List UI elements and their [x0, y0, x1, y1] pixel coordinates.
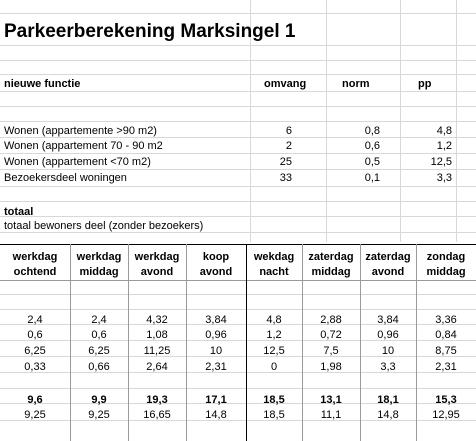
time-header-line1: zaterdag [365, 251, 411, 263]
time-total-sub: 9,25 [88, 409, 110, 421]
time-total-sub: 11,1 [320, 409, 342, 421]
time-header-line2: ochtend [13, 266, 57, 278]
function-label: Wonen (appartement 70 - 90 m2 [4, 140, 163, 152]
time-value: 1,98 [320, 361, 342, 373]
time-total-sub: 14,8 [205, 409, 227, 421]
time-value: 4,32 [146, 314, 168, 326]
grid-line [0, 309, 476, 310]
time-header-line1: wekdag [253, 251, 295, 263]
time-value: 0,96 [377, 329, 399, 341]
time-total: 9,9 [91, 394, 107, 406]
time-total-sub: 12,95 [432, 409, 460, 421]
time-value: 0,84 [435, 329, 457, 341]
omvang-value: 33 [279, 172, 292, 184]
time-value: 3,84 [377, 314, 399, 326]
grid-line [0, 169, 476, 170]
grid-line [400, 0, 401, 242]
column-header-omvang: omvang [264, 78, 307, 90]
grid-line [0, 91, 476, 92]
totaal-label: totaal [4, 206, 34, 218]
grid-line [0, 13, 476, 14]
time-value: 2,88 [320, 314, 342, 326]
time-value: 3,3 [380, 361, 396, 373]
time-value: 2,31 [435, 361, 457, 373]
time-value: 11,25 [143, 345, 171, 357]
time-value: 1,08 [146, 329, 168, 341]
time-value: 0,96 [205, 329, 227, 341]
time-total: 13,1 [320, 394, 342, 406]
time-value: 4,8 [266, 314, 282, 326]
time-header-line2: avond [140, 266, 174, 278]
time-value: 0,72 [320, 329, 342, 341]
time-value: 0 [270, 361, 278, 373]
function-label: Wonen (appartement <70 m2) [4, 156, 151, 168]
column-header-function: nieuwe functie [4, 78, 81, 90]
grid-line [0, 45, 476, 46]
pp-value: 12,5 [430, 156, 452, 168]
time-total-sub: 16,65 [143, 409, 171, 421]
time-value: 6,25 [24, 345, 46, 357]
norm-value: 0,8 [364, 125, 380, 137]
time-header-line1: zaterdag [308, 251, 354, 263]
norm-value: 0,6 [364, 140, 380, 152]
time-header-line2: avond [199, 266, 233, 278]
time-value: 10 [209, 345, 223, 357]
time-value: 0,66 [88, 361, 110, 373]
omvang-value: 25 [279, 156, 292, 168]
grid-line [0, 74, 476, 75]
time-total: 19,3 [146, 394, 168, 406]
norm-value: 0,5 [364, 156, 380, 168]
grid-line [0, 153, 476, 154]
time-value: 8,75 [435, 345, 457, 357]
grid-line [0, 201, 476, 202]
time-value: 3,36 [435, 314, 457, 326]
grid-line [0, 294, 476, 295]
grid-line [0, 186, 476, 187]
time-value: 12,5 [263, 345, 285, 357]
time-header-line2: middag [311, 266, 351, 278]
time-total: 18,5 [263, 394, 285, 406]
time-header-line2: avond [371, 266, 405, 278]
time-total: 15,3 [435, 394, 457, 406]
time-total-sub: 18,5 [263, 409, 285, 421]
time-header-line1: werkdag [134, 251, 180, 263]
time-header-line1: koop [202, 251, 230, 263]
time-value: 10 [381, 345, 395, 357]
time-value: 3,84 [205, 314, 227, 326]
grid-line [456, 0, 457, 242]
time-total: 18,1 [377, 394, 399, 406]
time-header-line2: middag [426, 266, 466, 278]
time-value: 0,33 [24, 361, 46, 373]
page-title: Parkeerberekening Marksingel 1 [4, 21, 296, 42]
time-header-line1: werkdag [76, 251, 122, 263]
pp-value: 1,2 [436, 140, 452, 152]
time-value: 0,6 [27, 329, 43, 341]
time-value: 2,4 [91, 314, 107, 326]
grid-line [0, 280, 476, 281]
time-header-line1: werkdag [12, 251, 58, 263]
pp-value: 3,3 [436, 172, 452, 184]
time-total: 17,1 [205, 394, 227, 406]
grid-line [0, 121, 476, 122]
time-value: 6,25 [88, 345, 110, 357]
grid-line [0, 106, 476, 107]
time-total-sub: 9,25 [24, 409, 46, 421]
totaal-sub-label: totaal bewoners deel (zonder bezoekers) [4, 220, 204, 232]
grid-line [0, 60, 476, 61]
grid-line [0, 244, 476, 245]
norm-value: 0,1 [364, 172, 380, 184]
time-value: 7,5 [323, 345, 339, 357]
column-header-norm: norm [342, 78, 370, 90]
time-total: 9,6 [27, 394, 43, 406]
grid-line [0, 388, 476, 389]
time-value: 2,64 [146, 361, 168, 373]
time-value: 2,4 [27, 314, 43, 326]
grid-line [326, 0, 327, 242]
omvang-value: 6 [285, 125, 292, 137]
time-total-sub: 14,8 [377, 409, 399, 421]
time-value: 2,31 [205, 361, 227, 373]
time-value: 1,2 [266, 329, 282, 341]
function-label: Bezoekersdeel woningen [4, 172, 127, 184]
column-header-pp: pp [418, 78, 432, 90]
time-value: 0,6 [91, 329, 107, 341]
time-header-line2: nacht [259, 266, 289, 278]
function-label: Wonen (appartemente >90 m2) [4, 125, 157, 137]
time-header-line1: zondag [426, 251, 466, 263]
grid-line [0, 216, 476, 217]
omvang-value: 2 [285, 140, 292, 152]
time-header-line2: middag [79, 266, 119, 278]
pp-value: 4,8 [436, 125, 452, 137]
